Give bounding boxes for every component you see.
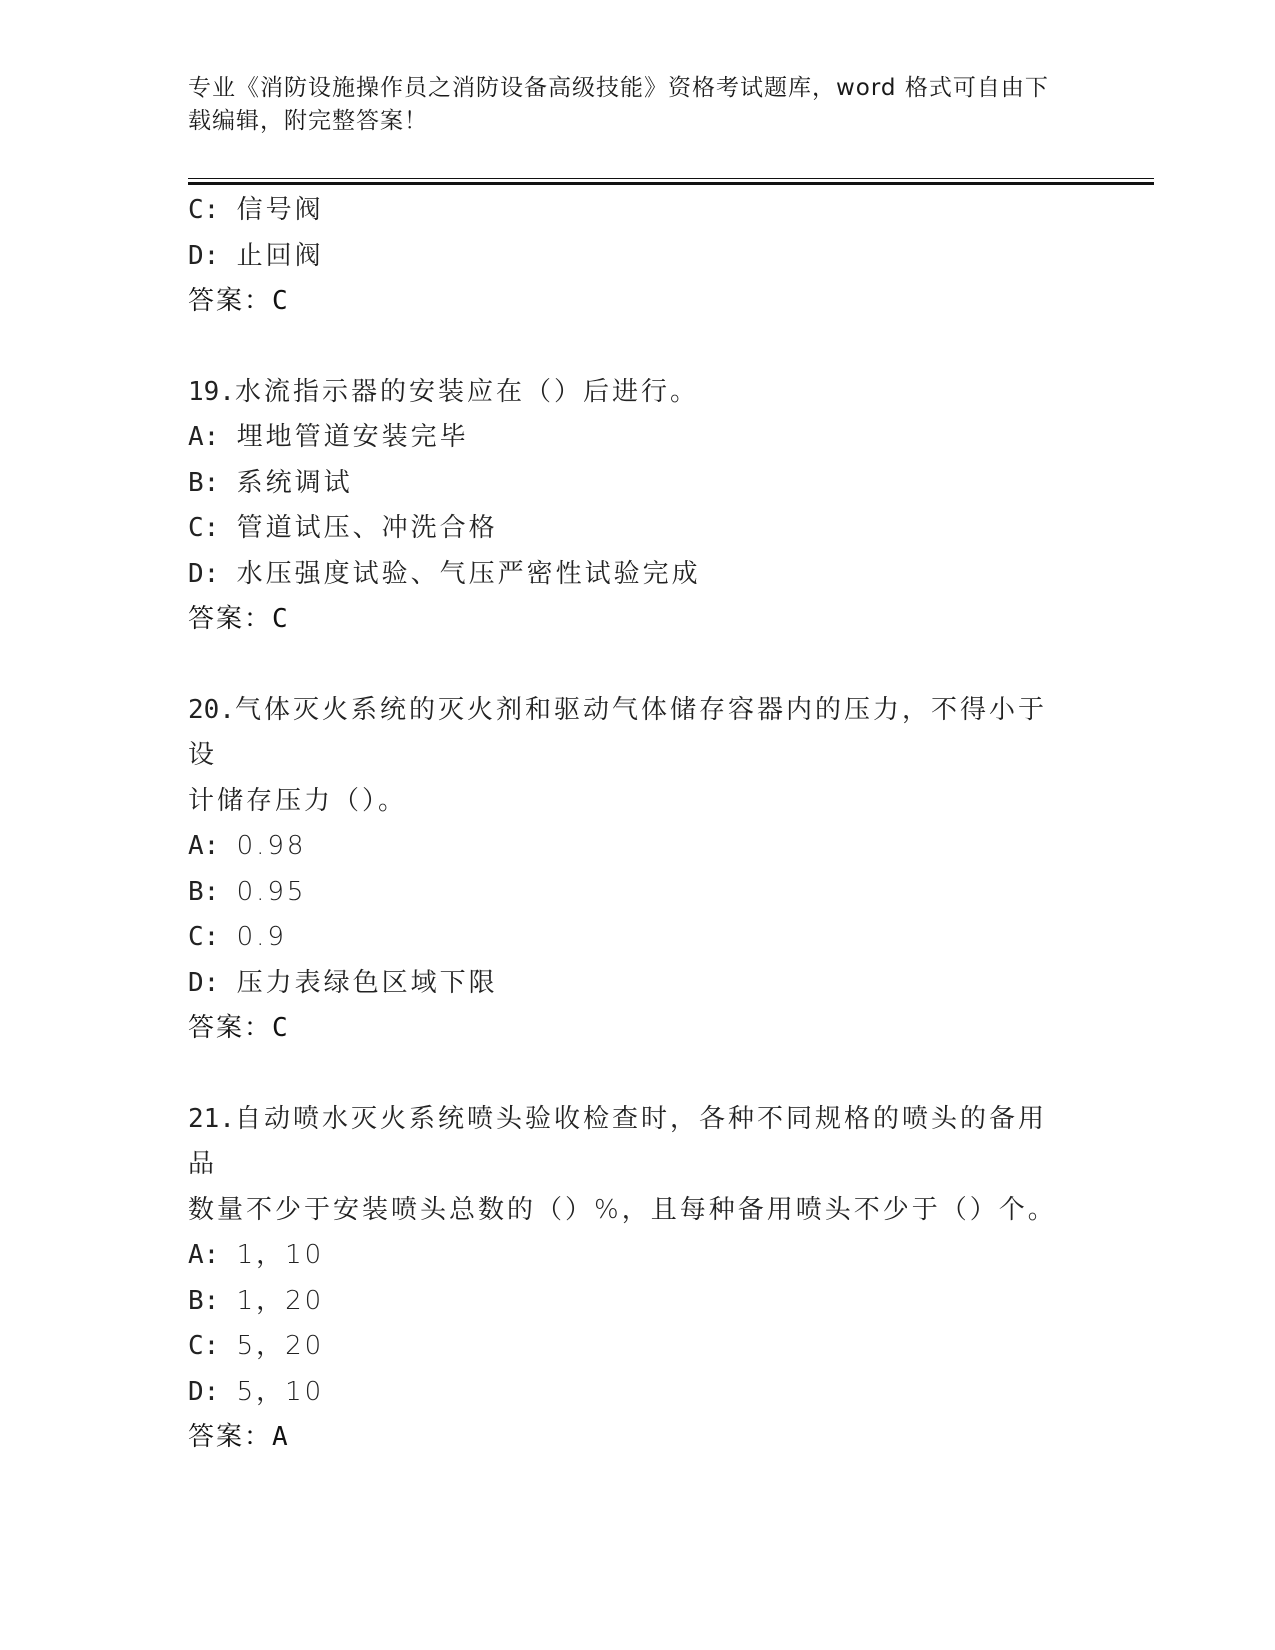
option-b [188, 870, 1088, 916]
question-text [188, 1097, 1068, 1234]
answer-line [188, 597, 1088, 643]
option-text: 0.9 [236, 922, 287, 952]
option-text: 1，10 [236, 1240, 325, 1270]
option-text: 5，10 [236, 1376, 325, 1407]
question-number: 21. [188, 1103, 235, 1134]
option-b [188, 1279, 1088, 1325]
question-number: 20. [188, 694, 235, 725]
header-line-2: 载编辑，附完整答案！ [188, 108, 428, 134]
answer-line [188, 1415, 1088, 1461]
option-text: 5，20 [236, 1331, 325, 1361]
option-text: 0.98 [236, 831, 307, 861]
question-text-line-2: 计储存压力（）。 [188, 785, 408, 816]
question-text-line-1: 自动喷水灭火系统喷头验收检查时，各种不同规格的喷头的备用品 [188, 1103, 1047, 1179]
option-text: 水压强度试验、气压严密性试验完成 [236, 558, 701, 589]
header-divider-thick [188, 182, 1154, 185]
option-key: A: [188, 1240, 220, 1270]
previous-question-tail [188, 188, 1088, 325]
option-key: C: [188, 195, 220, 225]
question-text-line-2: 数量不少于安装喷头总数的（）%，且每种备用喷头不少于（）个。 [188, 1194, 1057, 1225]
question-text-line-1: 气体灭火系统的灭火剂和驱动气体储存容器内的压力，不得小于设 [188, 694, 1047, 770]
question-text [188, 688, 1068, 825]
answer-value: C [272, 604, 290, 634]
answer-line [188, 279, 1088, 325]
option-b [188, 461, 1088, 507]
option-key: D: [188, 967, 220, 998]
option-text: 系统调试 [236, 467, 353, 498]
answer-value: C [272, 1013, 290, 1043]
answer-label: 答案： [188, 286, 273, 316]
answer-label: 答案： [188, 1013, 273, 1043]
option-c [188, 915, 1088, 961]
option-key: D: [188, 1376, 220, 1407]
option-a [188, 824, 1088, 870]
option-text: 埋地管道安装完毕 [236, 422, 469, 452]
option-d [188, 961, 1088, 1007]
header-line-1: 专业《消防设施操作员之消防设备高级技能》资格考试题库，word 格式可自由下 [188, 75, 1049, 101]
option-a [188, 415, 1088, 461]
option-text: 信号阀 [236, 195, 324, 225]
option-a [188, 1233, 1088, 1279]
option-d [188, 1370, 1088, 1416]
option-key: C: [188, 513, 220, 543]
question-20 [188, 688, 1088, 1052]
document-header [188, 72, 1068, 138]
answer-label: 答案： [188, 604, 273, 634]
answer-value: A [272, 1422, 290, 1452]
answer-label: 答案： [188, 1422, 273, 1452]
option-key: A: [188, 831, 220, 861]
question-number: 19. [188, 376, 235, 407]
answer-line [188, 1006, 1088, 1052]
question-text [188, 370, 1068, 416]
option-key: B: [188, 876, 220, 907]
question-21 [188, 1097, 1088, 1461]
option-key: B: [188, 1285, 220, 1316]
option-key: D: [188, 558, 220, 589]
option-key: C: [188, 922, 220, 952]
option-key: B: [188, 467, 220, 498]
option-c [188, 188, 1088, 234]
answer-value: C [272, 286, 290, 316]
option-c [188, 506, 1088, 552]
option-c [188, 1324, 1088, 1370]
option-d [188, 234, 1088, 280]
option-text: 管道试压、冲洗合格 [236, 513, 498, 543]
option-key: A: [188, 422, 220, 452]
option-text: 压力表绿色区域下限 [236, 967, 498, 998]
option-text: 1，20 [236, 1285, 325, 1316]
option-text: 止回阀 [236, 240, 324, 271]
question-19 [188, 370, 1088, 643]
header-divider-thin [188, 178, 1154, 179]
question-text-line-1: 水流指示器的安装应在（）后进行。 [234, 376, 699, 407]
option-d [188, 552, 1088, 598]
option-key: D: [188, 240, 220, 271]
option-key: C: [188, 1331, 220, 1361]
question-list [188, 188, 1088, 1461]
option-text: 0.95 [236, 876, 307, 907]
